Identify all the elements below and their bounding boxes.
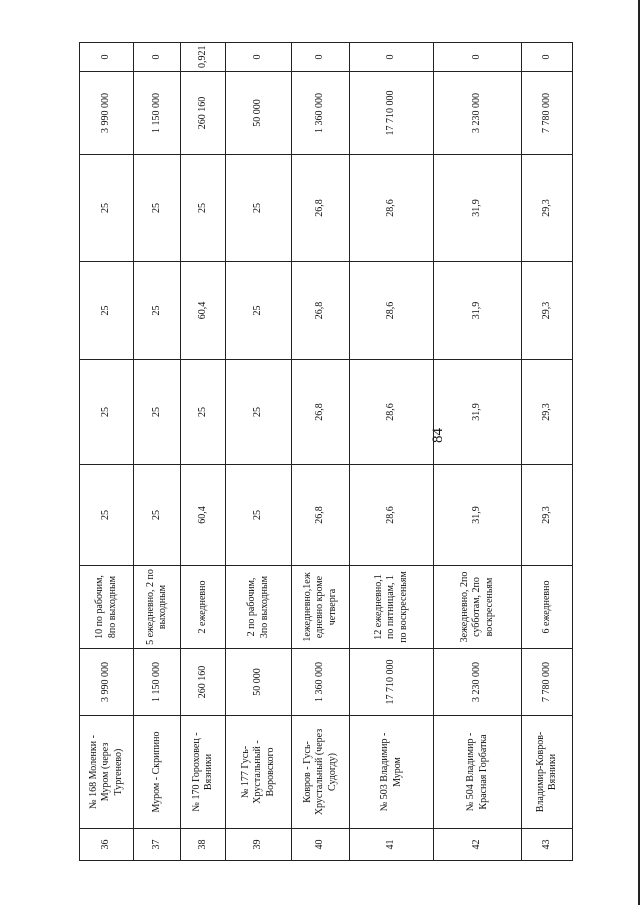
row-number: 43 [522,829,573,861]
amount2-cell: 3 230 000 [434,72,522,155]
value-cell-4: 25 [181,155,226,262]
table-row [181,43,226,861]
frequency-cell: 2 по рабочим, 3по выходным [226,566,292,649]
value-cell-1: 31,9 [434,465,522,566]
amount-cell: 260 160 [181,649,226,716]
value-cell-4: 25 [226,155,292,262]
coefficient-cell: 0 [350,43,434,72]
frequency-cell: 6 ежедневно [522,566,573,649]
table-row [292,43,350,861]
row-number: 40 [292,829,350,861]
amount-cell: 7 780 000 [522,649,573,716]
amount2-cell: 260 160 [181,72,226,155]
value-cell-2: 26,8 [292,360,350,465]
coefficient-cell: 0 [80,43,134,72]
value-cell-3: 60,4 [181,262,226,360]
coefficient-cell: 0 [522,43,573,72]
row-number: 39 [226,829,292,861]
value-cell-3: 31,9 [434,262,522,360]
coefficient-cell: 0 [134,43,181,72]
value-cell-4: 29,3 [522,155,573,262]
value-cell-4: 25 [134,155,181,262]
coefficient-cell: 0 [292,43,350,72]
value-cell-3: 25 [226,262,292,360]
value-cell-1: 25 [134,465,181,566]
value-cell-2: 31,9 [434,360,522,465]
route-name: № 168 Моленки - Муром (через Тургенево) [80,716,134,829]
value-cell-2: 25 [226,360,292,465]
value-cell-3: 26,8 [292,262,350,360]
route-name: Муром - Скрипино [134,716,181,829]
table-row [434,43,522,861]
amount2-cell: 1 150 000 [134,72,181,155]
route-name: № 170 Гороховец - Вязники [181,716,226,829]
amount2-cell: 7 780 000 [522,72,573,155]
value-cell-3: 28,6 [350,262,434,360]
value-cell-2: 28,6 [350,360,434,465]
coefficient-cell: 0,921 [181,43,226,72]
value-cell-3: 25 [134,262,181,360]
frequency-cell: 10 по рабочим, 8по выходным [80,566,134,649]
row-number: 42 [434,829,522,861]
route-name: № 504 Владимир - Красная Горбатка [434,716,522,829]
amount-cell: 3 230 000 [434,649,522,716]
value-cell-2: 25 [80,360,134,465]
value-cell-3: 29,3 [522,262,573,360]
frequency-cell: 3ежедневно, 2по субботам, 2по воскресеньям [434,566,522,649]
route-name: Ковров - Гусь-Хрустальный (через Судогду) [292,716,350,829]
routes-table [79,42,573,861]
frequency-cell: 2 ежедневно [181,566,226,649]
value-cell-4: 31,9 [434,155,522,262]
amount2-cell: 50 000 [226,72,292,155]
value-cell-1: 26,8 [292,465,350,566]
table-row [80,43,134,861]
amount-cell: 3 990 000 [80,649,134,716]
value-cell-4: 26,8 [292,155,350,262]
value-cell-1: 60,4 [181,465,226,566]
amount2-cell: 17 710 000 [350,72,434,155]
route-name: № 177 Гусь-Хрустальный - Воровского [226,716,292,829]
rotated-table-wrapper [79,43,572,861]
table-row [522,43,573,861]
coefficient-cell: 0 [226,43,292,72]
amount-cell: 50 000 [226,649,292,716]
value-cell-2: 29,3 [522,360,573,465]
value-cell-1: 28,6 [350,465,434,566]
frequency-cell: 1ежедневно,1еж едневно кроме четверга [292,566,350,649]
value-cell-2: 25 [181,360,226,465]
amount2-cell: 3 990 000 [80,72,134,155]
amount-cell: 17 710 000 [350,649,434,716]
row-number: 36 [80,829,134,861]
value-cell-1: 25 [226,465,292,566]
amount-cell: 1 360 000 [292,649,350,716]
value-cell-2: 25 [134,360,181,465]
amount-cell: 1 150 000 [134,649,181,716]
row-number: 38 [181,829,226,861]
value-cell-3: 25 [80,262,134,360]
amount2-cell: 1 360 000 [292,72,350,155]
coefficient-cell: 0 [434,43,522,72]
page-number: 84 [430,428,446,443]
row-number: 37 [134,829,181,861]
route-name: № 503 Владимир - Муром [350,716,434,829]
value-cell-1: 25 [80,465,134,566]
frequency-cell: 12 ежедневно,1 по пятницам, 1 по воскресеньям [350,566,434,649]
row-number: 41 [350,829,434,861]
value-cell-4: 25 [80,155,134,262]
table-row [134,43,181,861]
table-row [350,43,434,861]
value-cell-1: 29,3 [522,465,573,566]
route-name: Владимир-Ковров-Вязники [522,716,573,829]
frequency-cell: 5 ежедневно, 2 по выходным [134,566,181,649]
value-cell-4: 28,6 [350,155,434,262]
table-row [226,43,292,861]
